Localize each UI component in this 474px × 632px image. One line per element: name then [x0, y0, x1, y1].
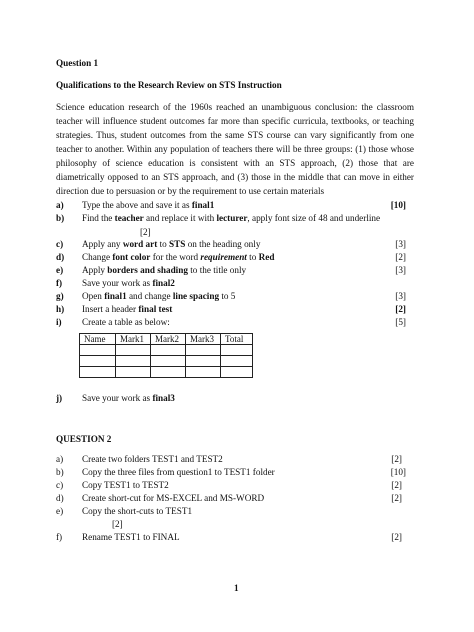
item-label: a) [56, 200, 64, 210]
table-cell [221, 345, 253, 356]
item-mark: [10] [390, 200, 406, 210]
item-mark: [2] [391, 532, 402, 542]
item-text: Save your work as final3 [82, 393, 175, 403]
item-text: Rename TEST1 to FINAL [82, 532, 180, 542]
table-cell [186, 367, 221, 378]
table-header-cell: Mark2 [151, 334, 186, 345]
item-label: f) [56, 278, 63, 288]
q1-item-j [56, 392, 406, 405]
table-cell [116, 367, 151, 378]
q1-item-e [56, 264, 406, 277]
question-2-heading: QUESTION 2 [56, 434, 112, 444]
q2-item [56, 466, 406, 479]
q1-item-f [56, 277, 406, 290]
item-text: Insert a header final test [82, 304, 173, 314]
table-row [80, 356, 253, 367]
item-label: c) [56, 480, 64, 490]
table-cell [151, 367, 186, 378]
item-text: Find the teacher and replace it with lecturer, apply font size of 48 and underline [82, 213, 381, 223]
item-label: b) [56, 467, 64, 477]
q1-item-g [56, 290, 406, 303]
item-label: d) [56, 252, 65, 262]
item-text: Copy the short-cuts to TEST1 [82, 506, 193, 516]
item-label: i) [56, 317, 62, 327]
item-text: Apply any word art to STS on the heading only [82, 239, 261, 249]
item-text: Copy TEST1 to TEST2 [82, 480, 169, 490]
q1-item-c [56, 238, 406, 251]
item-text: Create short-cut for MS-EXCEL and MS-WORD [82, 493, 265, 503]
q2-item [56, 492, 406, 505]
question-1-heading: Question 1 [56, 58, 99, 68]
table-header-cell: Mark3 [186, 334, 221, 345]
item-mark: [2] [395, 304, 406, 314]
table-cell [116, 345, 151, 356]
table-cell [80, 356, 116, 367]
item-mark: [3] [395, 265, 406, 275]
q2-item [56, 479, 406, 492]
item-label: e) [56, 265, 64, 275]
q1-item-i [56, 316, 406, 329]
page-number: 1 [234, 583, 239, 593]
item-label: a) [56, 454, 64, 464]
item-label: j) [56, 393, 63, 403]
item-label: f) [56, 532, 63, 542]
q1-item-d [56, 251, 406, 264]
item-mark: [2] [391, 493, 402, 503]
table-cell [151, 345, 186, 356]
item-text: Save your work as final2 [82, 278, 175, 288]
table-row [80, 367, 253, 378]
q2-item [56, 453, 406, 466]
item-label: d) [56, 493, 64, 503]
table-cell [186, 356, 221, 367]
table-cell [221, 356, 253, 367]
table-header-row [80, 334, 253, 345]
item-mark: [2] [395, 252, 406, 262]
item-text: Change font color for the word requirement to Red [82, 252, 275, 262]
q1-item-h [56, 303, 406, 316]
item-mark: [2] [391, 454, 402, 464]
table-header-cell: Name [80, 334, 116, 345]
table-header-cell: Total [221, 334, 253, 345]
item-text: Create a table as below: [82, 317, 170, 327]
q1-item-b [56, 212, 406, 225]
item-mark: [10] [390, 467, 406, 477]
item-label: h) [56, 304, 65, 314]
item-label: e) [56, 506, 64, 516]
marks-table [79, 333, 253, 378]
table-cell [221, 367, 253, 378]
body-paragraph: Science education research of the 1960s reached an unambiguous conclusion: the classroom teacher will influence student outcomes far more than specific curricula, textbooks, or teaching strategies. Thus, student outcomes from the same STS course can vary significantly from one teacher to another. Within any population of teachers there will be three groups: (1) those whose philosophy of science education is consistent with an STS approach, (2) those that are diametrically opposed to an STS approach, and (3) those in the middle that can move in either direction due to persuasion or by the requirement to use certain materials [56, 102, 414, 196]
q2-item [56, 531, 406, 544]
table-header-cell: Mark1 [116, 334, 151, 345]
table-row [80, 345, 253, 356]
item-text: Apply borders and shading to the title only [82, 265, 247, 275]
item-mark: [3] [395, 239, 406, 249]
table-cell [80, 345, 116, 356]
q2-item [56, 505, 406, 518]
table-cell [151, 356, 186, 367]
item-label: g) [56, 291, 64, 301]
item-mark: [5] [395, 317, 406, 327]
item-mark: [2] [112, 519, 123, 529]
item-text: Create two folders TEST1 and TEST2 [82, 454, 223, 464]
item-mark: [3] [395, 291, 406, 301]
item-text: Type the above and save it as final1 [82, 200, 215, 210]
item-mark: [2] [140, 227, 151, 237]
q1-item-a [56, 199, 406, 212]
item-label: c) [56, 239, 64, 249]
item-label: b) [56, 213, 65, 223]
table-cell [80, 367, 116, 378]
item-text: Copy the three files from question1 to TEST1 folder [82, 467, 275, 477]
table-cell [116, 356, 151, 367]
table-cell [186, 345, 221, 356]
document-title: Qualifications to the Research Review on STS Instruction [56, 80, 282, 90]
item-mark: [2] [391, 480, 402, 490]
item-text: Open final1 and change line spacing to 5 [82, 291, 236, 301]
